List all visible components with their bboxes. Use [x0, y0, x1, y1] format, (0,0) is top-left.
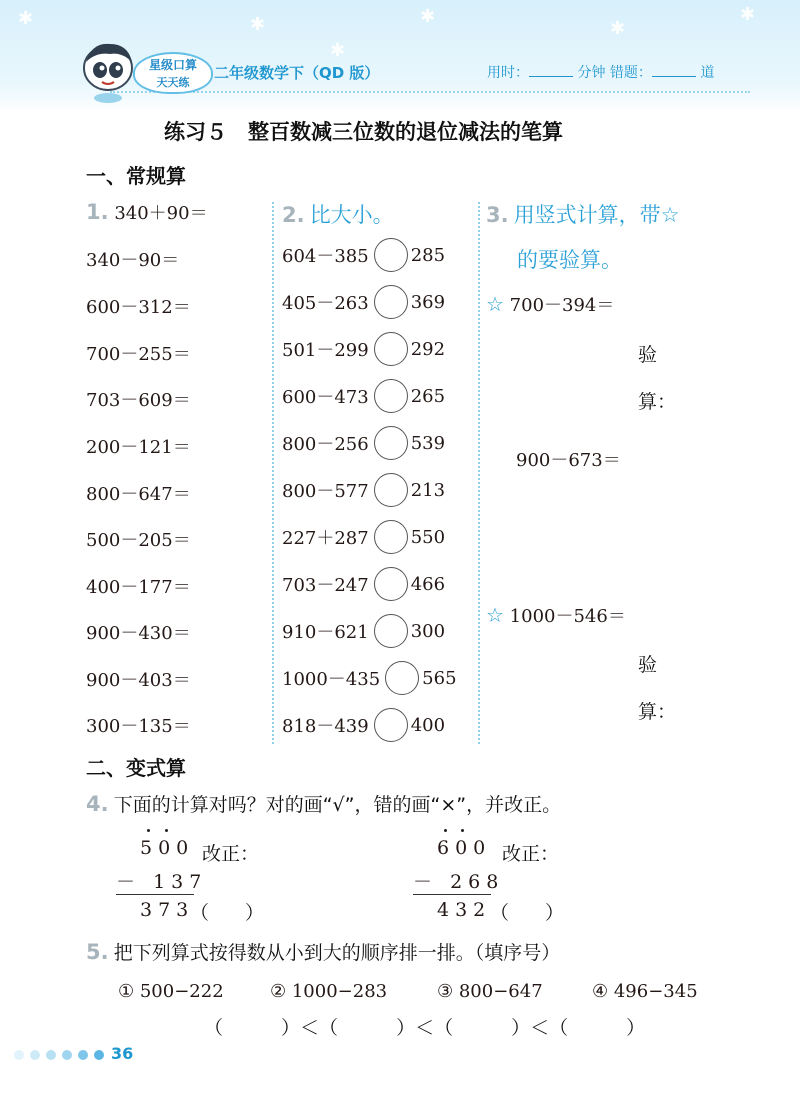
- vertical-top: 500: [140, 837, 195, 859]
- compare-row: [282, 564, 445, 604]
- minus-sign: －: [413, 871, 439, 893]
- bracket-open: （: [190, 902, 210, 924]
- dot-icon: [46, 1050, 56, 1060]
- compare-left: 910－621: [282, 622, 369, 643]
- borrow-dot: [461, 829, 464, 832]
- dot-icon: [30, 1050, 40, 1060]
- compare-left: 501－299: [282, 340, 369, 361]
- snowflake-icon: ✱: [250, 14, 266, 35]
- errors-unit: 道: [700, 65, 715, 81]
- q2-number: 2.: [282, 203, 305, 227]
- compare-right: 550: [410, 526, 446, 548]
- compare-left: 703－247: [282, 575, 369, 596]
- judge-bracket[interactable]: [190, 898, 264, 925]
- dot-icon: [78, 1050, 88, 1060]
- time-blank: [529, 65, 573, 77]
- q3-number: 3.: [486, 203, 509, 227]
- q1-item: 703－609＝: [86, 390, 191, 411]
- q3-problem-1: [486, 291, 614, 317]
- dot-icon: [62, 1050, 72, 1060]
- compare-left: 604－385: [282, 246, 369, 267]
- compare-left: 818－439: [282, 716, 369, 737]
- compare-right: 285: [410, 244, 446, 266]
- section1-heading: 一、常规算: [86, 164, 186, 188]
- footer-dots: [14, 1050, 104, 1060]
- compare-right: 539: [410, 432, 446, 454]
- bracket-close: ）: [626, 1017, 646, 1039]
- book-title: 二年级数学下（QD 版）: [214, 64, 380, 82]
- compare-right: 565: [422, 667, 457, 689]
- snowflake-icon: ✱: [420, 6, 436, 27]
- compare-row: [282, 423, 445, 463]
- check-label: 验: [638, 344, 658, 366]
- judge-bracket[interactable]: [490, 898, 564, 925]
- page-title: 练习５ 整百数减三位数的退位减法的笔算: [164, 120, 563, 144]
- q5-item: ③ 800−647: [437, 981, 543, 1002]
- fix-label: 改正：: [502, 843, 560, 865]
- bracket-open: （: [490, 902, 510, 924]
- less-than-sign: ＜: [415, 1017, 435, 1039]
- q1-item: 800－647＝: [86, 484, 191, 505]
- compare-row: [282, 329, 445, 369]
- q1-item: 400－177＝: [86, 577, 191, 598]
- errors-label: 错题：: [609, 65, 652, 81]
- bracket-open: （: [319, 1017, 339, 1039]
- compare-left: 600－473: [282, 387, 369, 408]
- answer-circle[interactable]: [374, 332, 408, 366]
- borrow-dot: [147, 829, 150, 832]
- q5-item: ② 1000−283: [270, 981, 388, 1002]
- q5-item: ④ 496−345: [592, 981, 698, 1002]
- vertical-subtrahend: [116, 867, 207, 894]
- q3-expression: 1000－546＝: [509, 606, 626, 627]
- q1-item: 600－312＝: [86, 297, 191, 318]
- q1-item: 300－135＝: [86, 716, 191, 737]
- q1-item: 900－430＝: [86, 623, 191, 644]
- header-divider: [110, 91, 750, 93]
- vertical-result: 432: [437, 899, 492, 921]
- q3-heading: [486, 199, 680, 229]
- bracket-open: （: [204, 1017, 224, 1039]
- badge-line1: 星级口算: [148, 58, 197, 72]
- compare-row: [282, 611, 445, 651]
- dot-icon: [94, 1050, 104, 1060]
- column-divider: [478, 202, 480, 744]
- answer-circle[interactable]: [374, 426, 408, 460]
- q4-number: 4.: [86, 792, 109, 816]
- answer-circle[interactable]: [385, 661, 419, 695]
- borrow-dot: [165, 829, 168, 832]
- bracket-open: （: [434, 1017, 454, 1039]
- q4-heading: [86, 790, 561, 817]
- vertical-top: 600: [437, 837, 492, 859]
- badge-line2: 天天练: [156, 76, 190, 89]
- answer-circle[interactable]: [374, 473, 408, 507]
- compare-left: 1000－435: [282, 669, 381, 690]
- bracket-close: ）: [245, 902, 265, 924]
- compare-left: 800－577: [282, 481, 369, 502]
- compare-right: 213: [410, 479, 446, 501]
- page-number: 36: [111, 1044, 134, 1063]
- compare-row: [282, 235, 445, 275]
- q1-item: 700－255＝: [86, 344, 191, 365]
- answer-circle[interactable]: [374, 285, 408, 319]
- q2-heading: [282, 199, 394, 229]
- compare-right: 369: [410, 291, 446, 313]
- star-icon: ☆: [486, 603, 504, 627]
- order-answer-row: [204, 1013, 645, 1040]
- bracket-close: ）: [545, 902, 565, 924]
- vertical-subtrahend: [413, 867, 504, 894]
- snowflake-icon: ✱: [610, 18, 626, 39]
- compare-row: [282, 470, 445, 510]
- q3-label-line1: 用竖式计算，带☆: [513, 203, 680, 227]
- minus-sign: －: [116, 871, 142, 893]
- vertical-result: 373: [140, 899, 195, 921]
- compare-left: 800－256: [282, 434, 369, 455]
- q1-item: 200－121＝: [86, 437, 191, 458]
- fix-label: 改正：: [202, 843, 260, 865]
- q3-expression: 700－394＝: [509, 295, 615, 316]
- snowflake-icon: ✱: [18, 8, 34, 29]
- compare-row: [282, 376, 445, 416]
- snowflake-icon: ✱: [330, 40, 346, 61]
- q5-item: ① 500−222: [118, 981, 224, 1002]
- result-rule: [413, 894, 491, 895]
- q1-first-line: [86, 199, 208, 225]
- time-record: [487, 62, 714, 82]
- compare-right: 265: [410, 385, 446, 407]
- star-icon: ☆: [486, 292, 504, 316]
- result-rule: [116, 894, 194, 895]
- compare-right: 400: [410, 714, 446, 736]
- check-label: 算：: [638, 391, 677, 413]
- time-label: 用时：: [487, 65, 529, 81]
- answer-circle[interactable]: [374, 520, 408, 554]
- less-than-sign: ＜: [530, 1017, 550, 1039]
- bracket-close: ）: [281, 1017, 301, 1039]
- q1-item: 900－403＝: [86, 670, 191, 691]
- minutes-label: 分钟: [577, 65, 606, 81]
- q4-label: 下面的计算对吗？对的画“√”，错的画“×”，并改正。: [113, 794, 562, 816]
- answer-circle[interactable]: [374, 614, 408, 648]
- q1-item: 500－205＝: [86, 530, 191, 551]
- bracket-open: （: [549, 1017, 569, 1039]
- answer-circle[interactable]: [374, 238, 408, 272]
- column-divider: [272, 202, 274, 744]
- check-label: 验: [638, 654, 658, 676]
- answer-circle[interactable]: [374, 708, 408, 742]
- compare-right: 292: [410, 338, 446, 360]
- dot-icon: [14, 1050, 24, 1060]
- q1-item: 340－90＝: [86, 250, 180, 271]
- q3-problem-2: 900－673＝: [516, 450, 621, 471]
- q1-number: 1.: [86, 200, 109, 224]
- q2-label: 比大小。: [309, 203, 394, 227]
- brand-badge: [133, 52, 213, 94]
- q3-problem-3: [486, 602, 626, 628]
- q5-heading: [86, 938, 560, 965]
- compare-row: [282, 658, 457, 698]
- compare-row: [282, 282, 445, 322]
- subtrahend: 268: [450, 871, 505, 893]
- compare-row: [282, 705, 445, 745]
- section2-heading: 二、变式算: [86, 756, 186, 780]
- compare-row: [282, 517, 445, 557]
- q5-number: 5.: [86, 940, 109, 964]
- answer-circle[interactable]: [374, 567, 408, 601]
- errors-blank: [652, 65, 696, 77]
- compare-left: 227＋287: [282, 528, 369, 549]
- q3-label-line2: 的要验算。: [517, 248, 622, 272]
- answer-circle[interactable]: [374, 379, 408, 413]
- subtrahend: 137: [153, 871, 208, 893]
- less-than-sign: ＜: [300, 1017, 320, 1039]
- compare-right: 300: [410, 620, 446, 642]
- q1-item: 340＋90＝: [114, 203, 208, 224]
- compare-right: 466: [410, 573, 446, 595]
- check-label: 算：: [638, 701, 677, 723]
- bracket-close: ）: [396, 1017, 416, 1039]
- compare-left: 405－263: [282, 293, 369, 314]
- q5-label: 把下列算式按得数从小到大的顺序排一排。（填序号）: [113, 942, 561, 964]
- bracket-close: ）: [511, 1017, 531, 1039]
- borrow-dot: [444, 829, 447, 832]
- snowflake-icon: ✱: [740, 4, 756, 25]
